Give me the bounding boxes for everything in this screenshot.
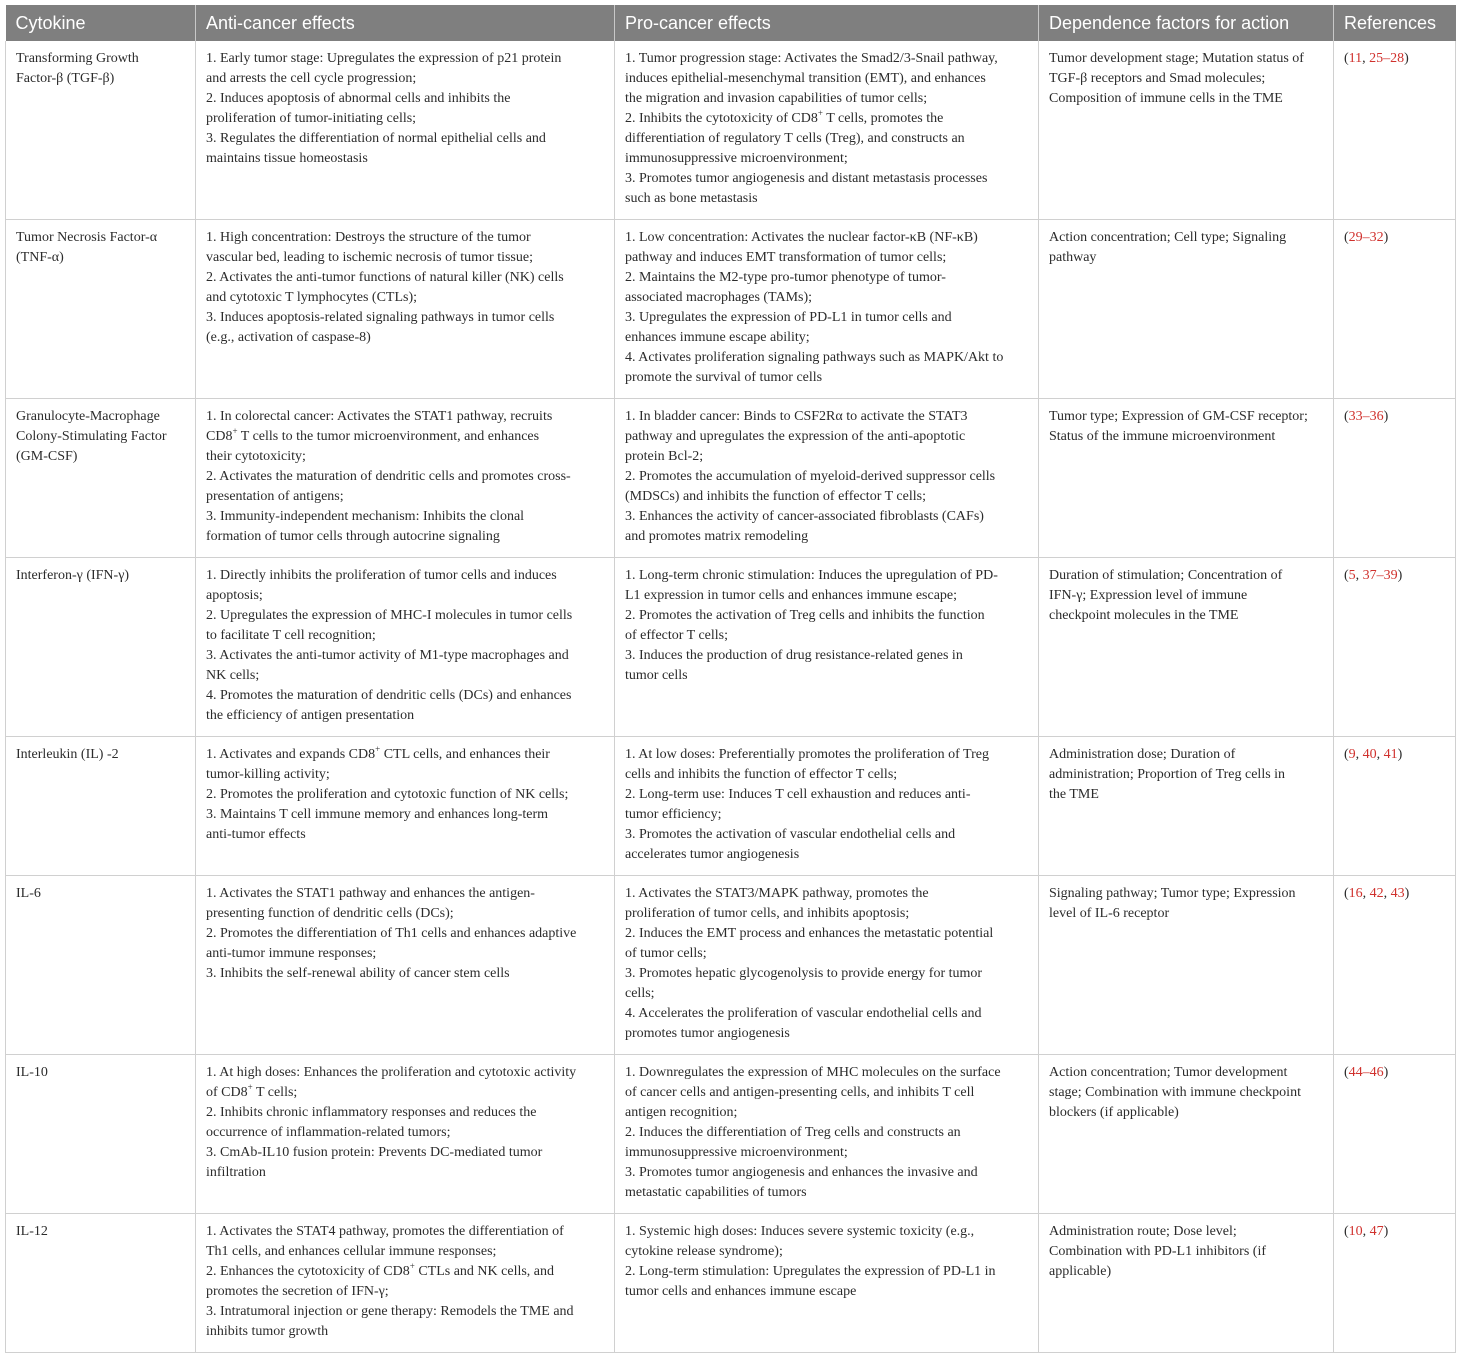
cell-text-line: cells;	[625, 986, 655, 1001]
cell-text-line: 3. Enhances the activity of cancer-associated fibroblasts (CAFs)	[625, 509, 984, 524]
cell-text-line: tumor-killing activity;	[206, 767, 330, 782]
cell-text-line: 3. Promotes tumor angiogenesis and distant metastasis processes	[625, 171, 988, 186]
cell-text-line: tumor efficiency;	[625, 807, 722, 822]
cell-text-line: 1. In bladder cancer: Binds to CSF2Rα to activate the STAT3	[625, 409, 968, 424]
anti-cancer-cell	[196, 399, 615, 558]
cell-text-line: Tumor Necrosis Factor-α	[16, 230, 158, 245]
cytokine-cell	[6, 558, 196, 737]
cell-text-line: antigen recognition;	[625, 1105, 738, 1120]
cell-text-line: 3. Inhibits the self-renewal ability of cancer stem cells	[206, 966, 510, 981]
cell-text-line: immunosuppressive microenvironment;	[625, 1145, 848, 1160]
cell-text-line: Action concentration; Tumor development	[1049, 1065, 1288, 1080]
anti-cancer-cell	[196, 876, 615, 1055]
cell-text-line: Transforming Growth	[16, 51, 139, 66]
cell-text-line: presentation of antigens;	[206, 489, 344, 504]
cytokine-cell	[6, 41, 196, 220]
cell-text-line: 4. Accelerates the proliferation of vascular endothelial cells and	[625, 1006, 982, 1021]
cell-text-line: IL-6	[16, 886, 41, 901]
cell-text-line: 2. Maintains the M2-type pro-tumor phenotype of tumor-	[625, 270, 946, 285]
cytokine-table	[5, 5, 1456, 1353]
cell-text-line: IFN-γ; Expression level of immune	[1049, 588, 1248, 603]
cell-text-line: pathway	[1049, 250, 1097, 265]
cell-text-line: metastatic capabilities of tumors	[625, 1185, 807, 1200]
cell-text-line: presenting function of dendritic cells (DCs);	[206, 906, 454, 921]
cell-text-line: 1. Activates the STAT1 pathway and enhances the antigen-	[206, 886, 535, 901]
references-cell: (11, 25–28)	[1334, 41, 1456, 220]
cell-text-line: Duration of stimulation; Concentration of	[1049, 568, 1283, 583]
cell-text-line: 3. Intratumoral injection or gene therapy: Remodels the TME and	[206, 1304, 574, 1319]
cell-text-line: applicable)	[1049, 1264, 1112, 1279]
cell-text-line: cytokine release syndrome);	[625, 1244, 783, 1259]
cell-text-line: Action concentration; Cell type; Signaling	[1049, 230, 1287, 245]
cell-text-line: 2. Activates the anti-tumor functions of natural killer (NK) cells	[206, 270, 564, 285]
references-cell: (29–32)	[1334, 220, 1456, 399]
cell-text-line: NK cells;	[206, 668, 260, 683]
table-body	[6, 41, 1456, 1353]
cell-text-line: stage; Combination with immune checkpoint	[1049, 1085, 1301, 1100]
cell-text-line: promotes tumor angiogenesis	[625, 1026, 790, 1041]
cell-text-line: 1. At low doses: Preferentially promotes the proliferation of Treg	[625, 747, 989, 762]
cell-text-line: 2. Inhibits the cytotoxicity of CD8+ T cells, promotes the	[625, 108, 944, 126]
cell-text-line: 1. Directly inhibits the proliferation of tumor cells and induces	[206, 568, 557, 583]
cell-text-line: 4. Activates proliferation signaling pathways such as MAPK/Akt to	[625, 350, 1004, 365]
cell-text-line: 1. Activates and expands CD8+ CTL cells, and enhances their	[206, 744, 550, 762]
cell-text-line: associated macrophages (TAMs);	[625, 290, 813, 305]
reference-link[interactable]: 42	[1369, 886, 1384, 901]
cell-text-line: 1. Downregulates the expression of MHC molecules on the surface	[625, 1065, 1001, 1080]
col-header-cytokine: Cytokine	[6, 5, 196, 41]
cell-text-line: (MDSCs) and inhibits the function of effector T cells;	[625, 489, 926, 504]
cell-text-line: 2. Induces the differentiation of Treg cells and constructs an	[625, 1125, 961, 1140]
references-cell: (10, 47)	[1334, 1214, 1456, 1353]
anti-cancer-cell	[196, 1055, 615, 1214]
reference-link[interactable]: 10	[1348, 1224, 1363, 1239]
cell-text-line: 2. Promotes the proliferation and cytotoxic function of NK cells;	[206, 787, 569, 802]
cytokine-cell	[6, 1055, 196, 1214]
reference-link[interactable]: 44–46	[1348, 1065, 1384, 1080]
pro-cancer-cell	[615, 1214, 1039, 1353]
cell-text-line: Status of the immune microenvironment	[1049, 429, 1276, 444]
cell-text-line: 4. Promotes the maturation of dendritic cells (DCs) and enhances	[206, 688, 572, 703]
cell-text-line: Interferon-γ (IFN-γ)	[16, 568, 130, 583]
dependence-cell	[1039, 737, 1334, 876]
col-header-anti-cancer: Anti-cancer effects	[196, 5, 615, 41]
reference-link[interactable]: 11	[1348, 51, 1363, 66]
cell-text-line: and arrests the cell cycle progression;	[206, 71, 417, 86]
cell-text-line: 1. At high doses: Enhances the proliferation and cytotoxic activity	[206, 1065, 577, 1080]
cell-text-line: apoptosis;	[206, 588, 263, 603]
reference-link[interactable]: 33–36	[1348, 409, 1384, 424]
cell-text-line: formation of tumor cells through autocrine signaling	[206, 529, 500, 544]
cell-text-line: vascular bed, leading to ischemic necrosis of tumor tissue;	[206, 250, 533, 265]
cell-text-line: to facilitate T cell recognition;	[206, 628, 376, 643]
header-row	[6, 5, 1456, 41]
cell-text-line: of cancer cells and antigen-presenting cells, and inhibits T cell	[625, 1085, 975, 1100]
cell-text-line: proliferation of tumor-initiating cells;	[206, 111, 417, 126]
cell-text-line: 3. Activates the anti-tumor activity of M1-type macrophages and	[206, 648, 569, 663]
cell-text-line: Tumor type; Expression of GM-CSF receptor;	[1049, 409, 1308, 424]
cell-text-line: checkpoint molecules in the TME	[1049, 608, 1239, 623]
cell-text-line: 2. Inhibits chronic inflammatory responses and reduces the	[206, 1105, 537, 1120]
cell-text-line: occurrence of inflammation-related tumors;	[206, 1125, 451, 1140]
cell-text-line: maintains tissue homeostasis	[206, 151, 368, 166]
reference-link[interactable]: 37–39	[1362, 568, 1398, 583]
cell-text-line: the TME	[1049, 787, 1099, 802]
cell-text-line: pathway and upregulates the expression of the anti-apoptotic	[625, 429, 966, 444]
cell-text-line: promote the survival of tumor cells	[625, 370, 823, 385]
cell-text-line: 3. Promotes the activation of vascular endothelial cells and	[625, 827, 956, 842]
cell-text-line: 1. Tumor progression stage: Activates the Smad2/3-Snail pathway,	[625, 51, 998, 66]
cell-text-line: administration; Proportion of Treg cells in	[1049, 767, 1286, 782]
cell-text-line: 1. In colorectal cancer: Activates the STAT1 pathway, recruits	[206, 409, 553, 424]
cell-text-line: IL-10	[16, 1065, 48, 1080]
cell-text-line: 1. Low concentration: Activates the nuclear factor-κB (NF-κB)	[625, 230, 978, 245]
cell-text-line: Signaling pathway; Tumor type; Expression	[1049, 886, 1296, 901]
cell-text-line: 2. Long-term stimulation: Upregulates the expression of PD-L1 in	[625, 1264, 996, 1279]
pro-cancer-cell	[615, 1055, 1039, 1214]
reference-link[interactable]: 25–28	[1369, 51, 1405, 66]
reference-link[interactable]: 41	[1383, 747, 1398, 762]
cell-text-line: tumor cells	[625, 668, 688, 683]
cell-text-line: 2. Activates the maturation of dendritic cells and promotes cross-	[206, 469, 571, 484]
cell-text-line: 3. Regulates the differentiation of normal epithelial cells and	[206, 131, 546, 146]
table-row	[6, 737, 1456, 876]
cell-text-line: 2. Enhances the cytotoxicity of CD8+ CTLs and NK cells, and	[206, 1261, 555, 1279]
cell-text-line: 3. Upregulates the expression of PD-L1 in tumor cells and	[625, 310, 952, 325]
table-row	[6, 220, 1456, 399]
cell-text-line: 2. Long-term use: Induces T cell exhaustion and reduces anti-	[625, 787, 971, 802]
cell-text-line: IL-12	[16, 1224, 48, 1239]
cell-text-line: 1. Early tumor stage: Upregulates the expression of p21 protein	[206, 51, 562, 66]
cell-text-line: blockers (if applicable)	[1049, 1105, 1179, 1120]
pro-cancer-cell	[615, 737, 1039, 876]
cell-text-line: Interleukin (IL) -2	[16, 747, 119, 762]
cell-text-line: 2. Upregulates the expression of MHC-I molecules in tumor cells	[206, 608, 573, 623]
reference-link[interactable]: 9	[1348, 747, 1356, 762]
col-header-references: References	[1334, 5, 1456, 41]
dependence-cell	[1039, 1214, 1334, 1353]
cell-text-line: of effector T cells;	[625, 628, 729, 643]
cell-text-line: 3. Promotes tumor angiogenesis and enhances the invasive and	[625, 1165, 978, 1180]
cell-text-line: (GM-CSF)	[16, 449, 78, 464]
anti-cancer-cell	[196, 220, 615, 399]
cell-text-line: anti-tumor immune responses;	[206, 946, 377, 961]
cell-text-line: CD8+ T cells to the tumor microenvironment, and enhances	[206, 426, 540, 444]
cell-text-line: (e.g., activation of caspase-8)	[206, 330, 371, 345]
anti-cancer-cell	[196, 1214, 615, 1353]
table-row	[6, 1214, 1456, 1353]
col-header-dependence: Dependence factors for action	[1039, 5, 1334, 41]
dependence-cell	[1039, 399, 1334, 558]
reference-link[interactable]: 47	[1369, 1224, 1384, 1239]
cell-text-line: 2. Promotes the differentiation of Th1 cells and enhances adaptive	[206, 926, 577, 941]
cell-text-line: 2. Induces apoptosis of abnormal cells and inhibits the	[206, 91, 511, 106]
cell-text-line: 1. Activates the STAT3/MAPK pathway, promotes the	[625, 886, 929, 901]
table-row	[6, 1055, 1456, 1214]
cell-text-line: anti-tumor effects	[206, 827, 306, 842]
cell-text-line: infiltration	[206, 1165, 266, 1180]
references-cell: (44–46)	[1334, 1055, 1456, 1214]
references-cell: (16, 42, 43)	[1334, 876, 1456, 1055]
cell-text-line: Th1 cells, and enhances cellular immune responses;	[206, 1244, 497, 1259]
cell-text-line: Composition of immune cells in the TME	[1049, 91, 1283, 106]
table-row	[6, 558, 1456, 737]
cell-text-line: 3. Induces apoptosis-related signaling pathways in tumor cells	[206, 310, 555, 325]
cell-text-line: promotes the secretion of IFN-γ;	[206, 1284, 389, 1299]
cell-text-line: Combination with PD-L1 inhibitors (if	[1049, 1244, 1266, 1259]
anti-cancer-cell	[196, 41, 615, 220]
dependence-cell	[1039, 1055, 1334, 1214]
cytokine-cell	[6, 220, 196, 399]
col-header-pro-cancer: Pro-cancer effects	[615, 5, 1039, 41]
cell-text-line: 3. Maintains T cell immune memory and enhances long-term	[206, 807, 549, 822]
cytokine-cell	[6, 876, 196, 1055]
reference-link[interactable]: 5	[1348, 568, 1356, 583]
cell-text-line: immunosuppressive microenvironment;	[625, 151, 848, 166]
cell-text-line: Tumor development stage; Mutation status of	[1049, 51, 1304, 66]
cell-text-line: their cytotoxicity;	[206, 449, 306, 464]
dependence-cell	[1039, 876, 1334, 1055]
cell-text-line: of CD8+ T cells;	[206, 1082, 298, 1100]
pro-cancer-cell	[615, 399, 1039, 558]
cell-text-line: pathway and induces EMT transformation of tumor cells;	[625, 250, 947, 265]
cytokine-cell	[6, 737, 196, 876]
cell-text-line: 1. High concentration: Destroys the structure of the tumor	[206, 230, 531, 245]
cell-text-line: the efficiency of antigen presentation	[206, 708, 415, 723]
cell-text-line: 3. Induces the production of drug resistance-related genes in	[625, 648, 963, 663]
cytokine-cell	[6, 1214, 196, 1353]
references-cell: (9, 40, 41)	[1334, 737, 1456, 876]
cell-text-line: induces epithelial-mesenchymal transition (EMT), and enhances	[625, 71, 986, 86]
cell-text-line: accelerates tumor angiogenesis	[625, 847, 800, 862]
pro-cancer-cell	[615, 41, 1039, 220]
anti-cancer-cell	[196, 558, 615, 737]
cell-text-line: such as bone metastasis	[625, 191, 758, 206]
cell-text-line: 3. CmAb-IL10 fusion protein: Prevents DC-mediated tumor	[206, 1145, 543, 1160]
cell-text-line: the migration and invasion capabilities of tumor cells;	[625, 91, 928, 106]
cytokine-cell	[6, 399, 196, 558]
cell-text-line: cells and inhibits the function of effector T cells;	[625, 767, 898, 782]
pro-cancer-cell	[615, 558, 1039, 737]
cell-text-line: tumor cells and enhances immune escape	[625, 1284, 857, 1299]
cell-text-line: protein Bcl-2;	[625, 449, 704, 464]
references-cell: (33–36)	[1334, 399, 1456, 558]
cell-text-line: Factor-β (TGF-β)	[16, 71, 115, 86]
cell-text-line: 3. Promotes hepatic glycogenolysis to provide energy for tumor	[625, 966, 983, 981]
table-row	[6, 876, 1456, 1055]
cell-text-line: proliferation of tumor cells, and inhibits apoptosis;	[625, 906, 910, 921]
cell-text-line: 2. Induces the EMT process and enhances the metastatic potential	[625, 926, 994, 941]
cell-text-line: (TNF-α)	[16, 250, 64, 265]
dependence-cell	[1039, 41, 1334, 220]
cell-text-line: of tumor cells;	[625, 946, 707, 961]
cell-text-line: 3. Immunity-independent mechanism: Inhibits the clonal	[206, 509, 525, 524]
dependence-cell	[1039, 558, 1334, 737]
reference-link[interactable]: 40	[1362, 747, 1377, 762]
cell-text-line: 1. Systemic high doses: Induces severe systemic toxicity (e.g.,	[625, 1224, 975, 1239]
table-row	[6, 41, 1456, 220]
cell-text-line: differentiation of regulatory T cells (Treg), and constructs an	[625, 131, 965, 146]
reference-link[interactable]: 43	[1390, 886, 1405, 901]
pro-cancer-cell	[615, 876, 1039, 1055]
cell-text-line: Administration dose; Duration of	[1049, 747, 1236, 762]
cell-text-line: inhibits tumor growth	[206, 1324, 329, 1339]
cell-text-line: level of IL-6 receptor	[1049, 906, 1170, 921]
reference-link[interactable]: 16	[1348, 886, 1363, 901]
cell-text-line: enhances immune escape ability;	[625, 330, 810, 345]
cell-text-line: L1 expression in tumor cells and enhances immune escape;	[625, 588, 958, 603]
cell-text-line: Administration route; Dose level;	[1049, 1224, 1237, 1239]
reference-link[interactable]: 29–32	[1348, 230, 1384, 245]
cell-text-line: Granulocyte-Macrophage	[16, 409, 160, 424]
cell-text-line: TGF-β receptors and Smad molecules;	[1049, 71, 1266, 86]
pro-cancer-cell	[615, 220, 1039, 399]
cell-text-line: 1. Activates the STAT4 pathway, promotes the differentiation of	[206, 1224, 564, 1239]
anti-cancer-cell	[196, 737, 615, 876]
cell-text-line: and promotes matrix remodeling	[625, 529, 809, 544]
table-row	[6, 399, 1456, 558]
references-cell: (5, 37–39)	[1334, 558, 1456, 737]
cell-text-line: 2. Promotes the accumulation of myeloid-derived suppressor cells	[625, 469, 996, 484]
cell-text-line: 2. Promotes the activation of Treg cells and inhibits the function	[625, 608, 985, 623]
cell-text-line: 1. Long-term chronic stimulation: Induces the upregulation of PD-	[625, 568, 998, 583]
cell-text-line: and cytotoxic T lymphocytes (CTLs);	[206, 290, 418, 305]
dependence-cell	[1039, 220, 1334, 399]
cell-text-line: Colony-Stimulating Factor	[16, 429, 167, 444]
